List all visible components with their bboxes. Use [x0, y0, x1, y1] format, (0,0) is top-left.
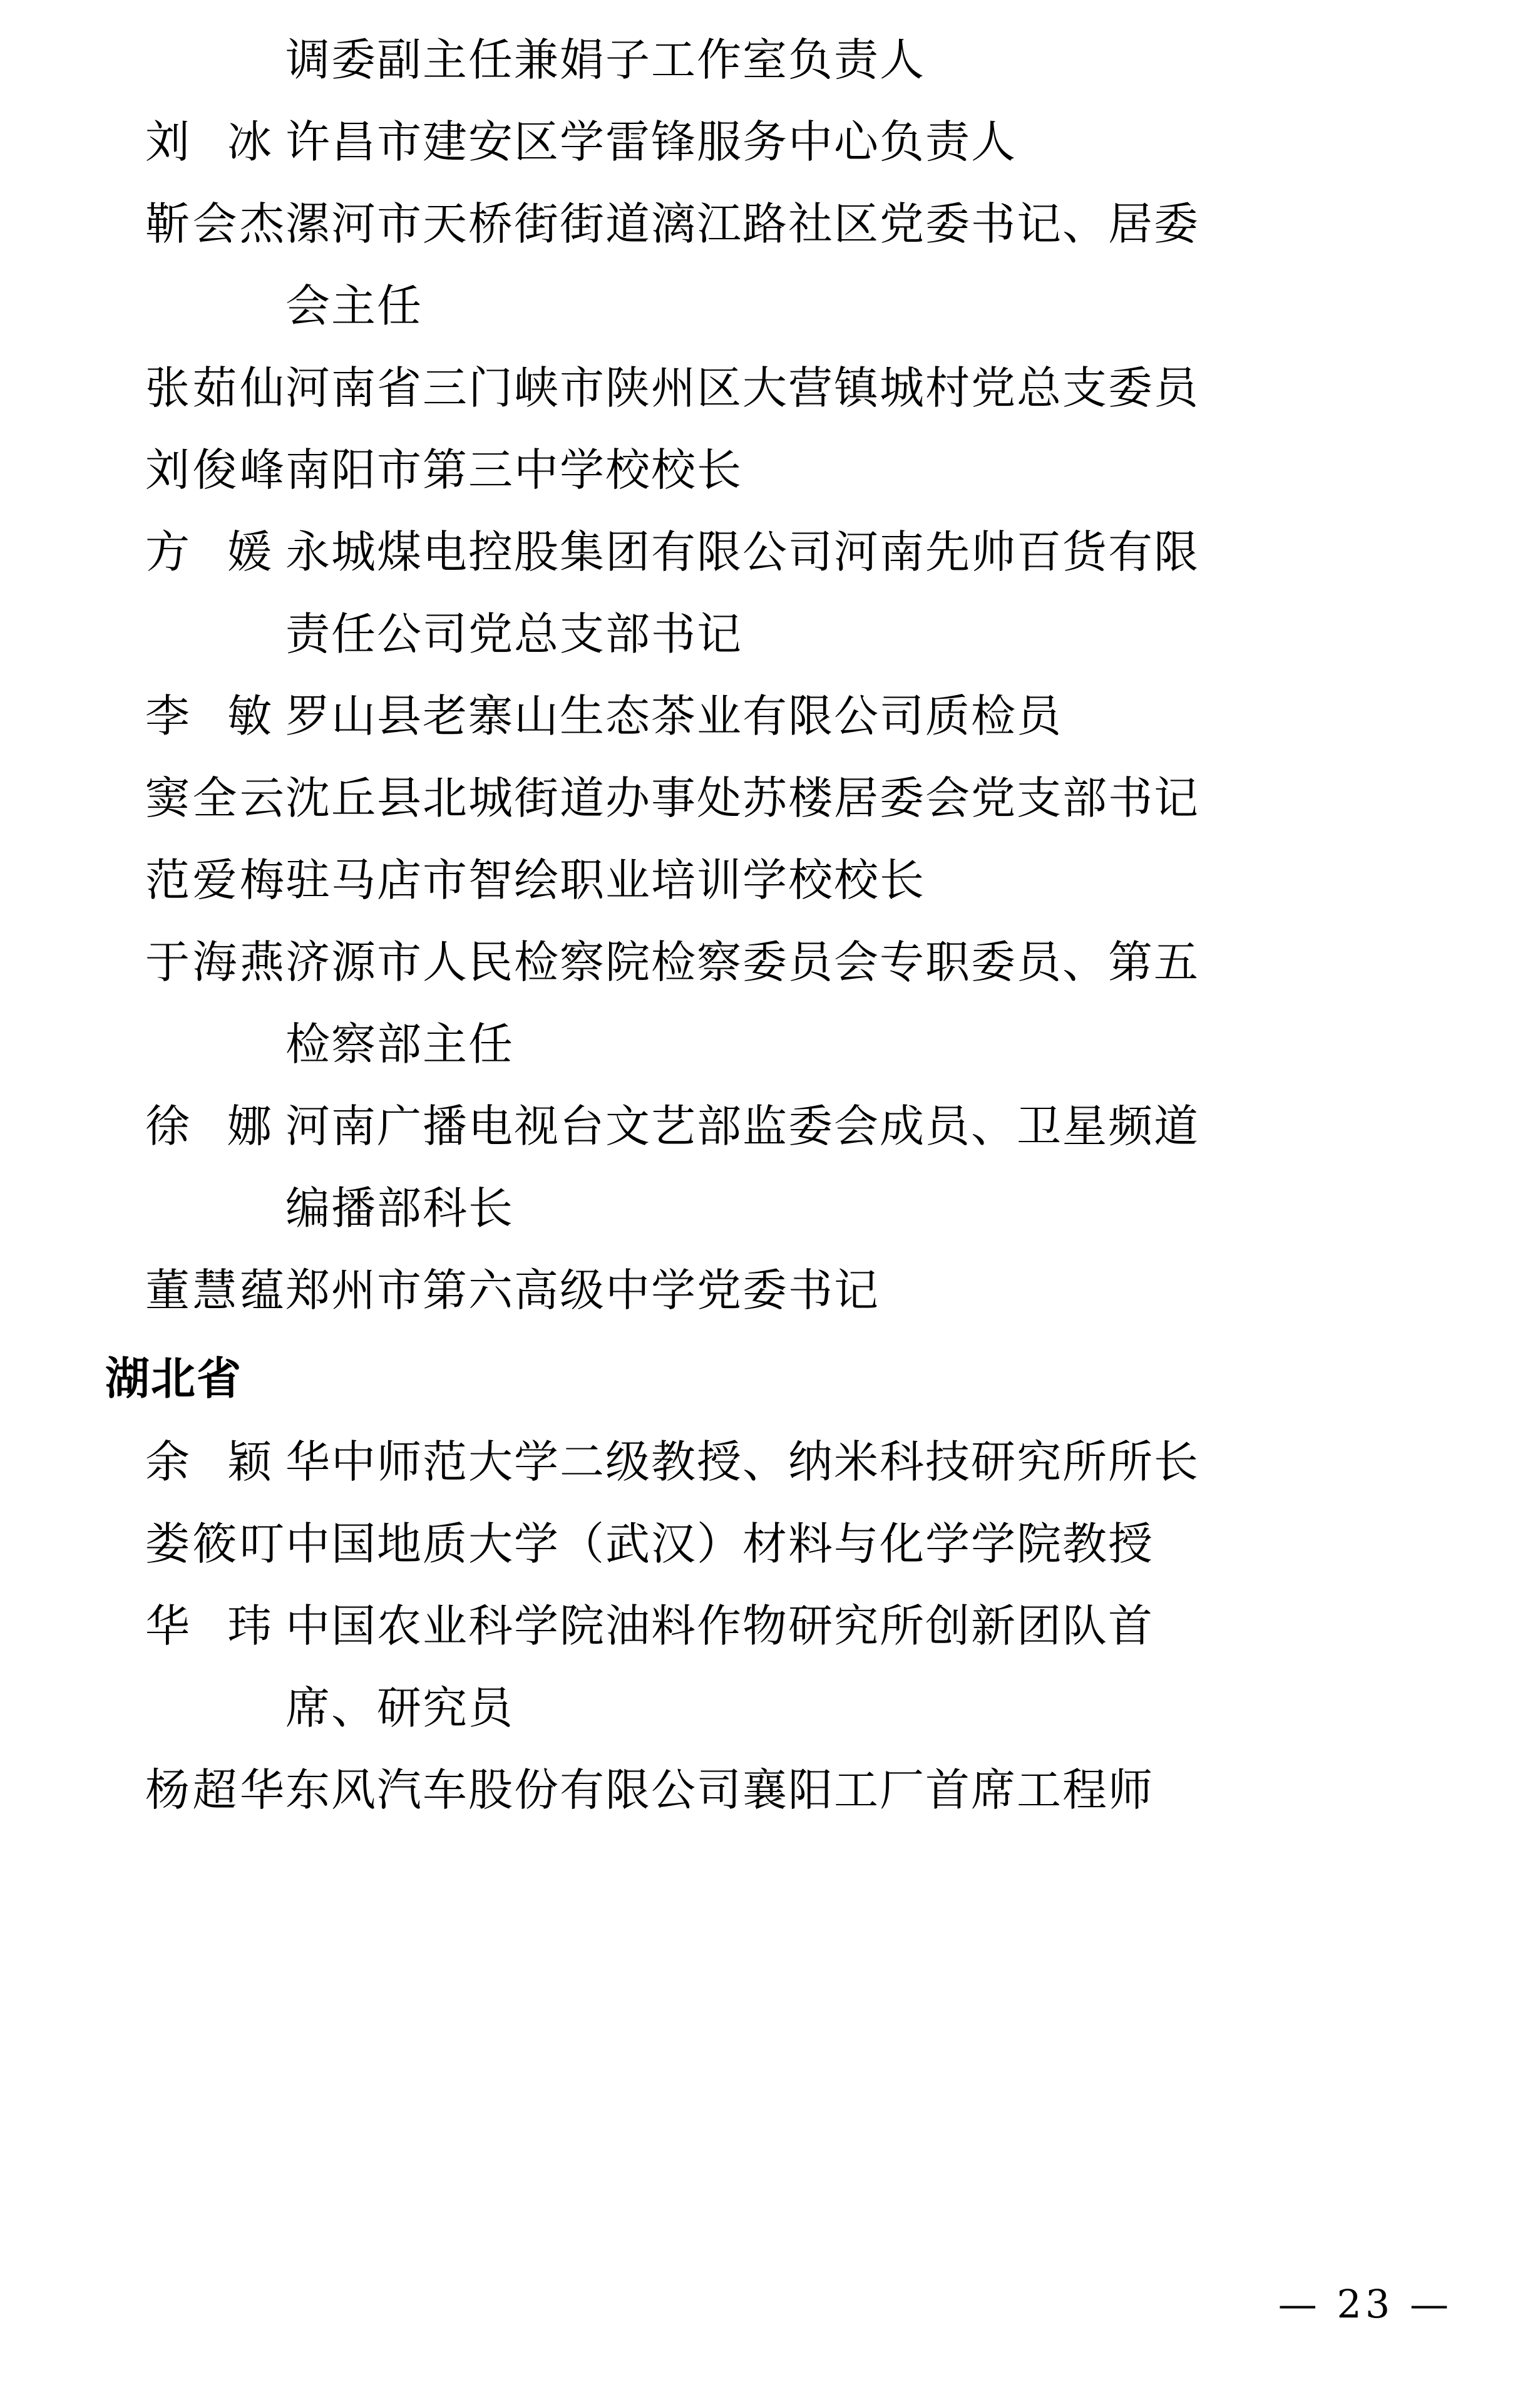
name-char: 刘 — [145, 444, 192, 496]
name-char: 蕴 — [239, 1264, 285, 1316]
name-char: 会 — [192, 198, 239, 250]
entry-name — [75, 347, 285, 429]
name-char: 刘 — [145, 116, 192, 168]
entry-description-line: 济源市人民检察院检察委员会专职委员、第五 — [285, 936, 1200, 988]
entry-description-line: 中国地质大学（武汉）材料与化学学院教授 — [285, 1518, 1154, 1570]
name-char: 范 — [145, 854, 192, 906]
list-item — [75, 429, 1465, 511]
entry-description-line: 沈丘县北城街道办事处苏楼居委会党支部书记 — [285, 772, 1200, 824]
name-char: 娄 — [145, 1518, 192, 1570]
list-item — [75, 1503, 1465, 1585]
entry-description — [285, 921, 1465, 1085]
name-char: 超 — [192, 1764, 239, 1816]
name-char: 海 — [192, 936, 239, 988]
name-char: 叮 — [239, 1518, 285, 1570]
list-item — [75, 1749, 1465, 1831]
entry-description — [285, 347, 1465, 429]
list-item — [75, 183, 1465, 347]
name-char: 窦 — [145, 772, 192, 824]
entry-name — [75, 1585, 285, 1667]
entry-description — [285, 1249, 1465, 1331]
name-char: 俊 — [192, 444, 239, 496]
entry-name — [75, 1249, 285, 1331]
entry-description-line: 漯河市天桥街街道漓江路社区党委书记、居委 — [285, 198, 1200, 250]
entry-description — [285, 429, 1465, 511]
entry-name — [75, 921, 285, 1003]
section-heading: 湖北省 — [105, 1353, 243, 1405]
name-char: 娜 — [227, 1100, 273, 1152]
name-char: 华 — [239, 1764, 285, 1816]
entry-name — [75, 839, 285, 921]
entry-name — [75, 101, 285, 183]
name-char: 徐 — [145, 1100, 192, 1152]
name-char: 杰 — [239, 198, 285, 250]
name-char: 爱 — [192, 854, 239, 906]
list-item — [75, 675, 1465, 757]
name-char: 媛 — [227, 526, 273, 578]
list-item — [75, 347, 1465, 429]
entry-description — [285, 1749, 1465, 1831]
name-char: 张 — [145, 362, 192, 414]
entry-description-line: 华中师范大学二级教授、纳米科技研究所所长 — [285, 1436, 1200, 1488]
list-item — [75, 839, 1465, 921]
name-char: 余 — [145, 1436, 192, 1488]
entry-description-line: 驻马店市智绘职业培训学校校长 — [285, 854, 926, 906]
entry-description-line: 责任公司党总支部书记 — [285, 608, 743, 660]
list-item — [75, 1585, 1465, 1749]
entry-description-line: 南阳市第三中学校校长 — [285, 444, 743, 496]
name-char: 颖 — [227, 1436, 273, 1488]
entry-description — [285, 839, 1465, 921]
entry-description — [285, 511, 1465, 675]
name-char: 李 — [145, 690, 192, 742]
entry-description-line: 罗山县老寨山生态茶业有限公司质检员 — [285, 690, 1063, 742]
entry-description — [285, 757, 1465, 839]
entry-description-line: 郑州市第六高级中学党委书记 — [285, 1264, 880, 1316]
name-char: 于 — [145, 936, 192, 988]
name-char: 华 — [145, 1600, 192, 1652]
entry-name — [75, 757, 285, 839]
entry-name — [75, 429, 285, 511]
entry-name — [75, 183, 285, 265]
entry-name — [75, 1085, 285, 1167]
entry-description — [285, 183, 1465, 347]
name-char: 董 — [145, 1264, 192, 1316]
name-char: 冰 — [227, 116, 273, 168]
name-char: 方 — [145, 526, 192, 578]
entry-description — [285, 1585, 1465, 1749]
list-item — [75, 921, 1465, 1085]
entry-name — [75, 1749, 285, 1831]
entry-description-line: 河南广播电视台文艺部监委会成员、卫星频道 — [285, 1100, 1200, 1152]
entry-description-line: 永城煤电控股集团有限公司河南先帅百货有限 — [285, 526, 1200, 578]
entry-description — [285, 1503, 1465, 1585]
name-char: 峰 — [239, 444, 285, 496]
entry-description-line: 编播部科长 — [285, 1182, 515, 1234]
entry-name — [75, 1421, 285, 1503]
name-char: 靳 — [145, 198, 192, 250]
document-body — [75, 0, 1465, 1831]
name-char: 燕 — [239, 936, 285, 988]
name-char: 云 — [239, 772, 285, 824]
list-item — [75, 1421, 1465, 1503]
entry-description-line: 席、研究员 — [285, 1682, 515, 1734]
list-item — [75, 511, 1465, 675]
entry-description — [285, 675, 1465, 757]
list-item — [75, 1249, 1465, 1331]
entry-description-line: 会主任 — [285, 280, 423, 332]
entry-description — [285, 1421, 1465, 1503]
name-char: 全 — [192, 772, 239, 824]
name-char: 筱 — [192, 1518, 239, 1570]
name-char: 敏 — [227, 690, 273, 742]
entry-description-line: 东风汽车股份有限公司襄阳工厂首席工程师 — [285, 1764, 1154, 1816]
entry-name — [75, 675, 285, 757]
list-item — [75, 101, 1465, 183]
name-char: 仙 — [239, 362, 285, 414]
continuation-line: 调委副主任兼娟子工作室负责人 — [285, 34, 926, 86]
entry-description-line: 许昌市建安区学雷锋服务中心负责人 — [285, 116, 1017, 168]
entry-description — [285, 1085, 1465, 1249]
entry-name — [75, 511, 285, 593]
entry-description-line: 中国农业科学院油料作物研究所创新团队首 — [285, 1600, 1154, 1652]
name-char: 梅 — [239, 854, 285, 906]
name-char: 玮 — [227, 1600, 273, 1652]
list-item — [75, 1085, 1465, 1249]
entry-description-line: 检察部主任 — [285, 1018, 515, 1070]
entry-description-line: 河南省三门峡市陕州区大营镇城村党总支委员 — [285, 362, 1200, 414]
page-number: — 23 — — [1278, 2281, 1452, 2327]
entry-name — [75, 1503, 285, 1585]
list-item — [75, 757, 1465, 839]
name-char: 慧 — [192, 1264, 239, 1316]
entry-description — [285, 101, 1465, 183]
name-char: 杨 — [145, 1764, 192, 1816]
name-char: 茹 — [192, 362, 239, 414]
